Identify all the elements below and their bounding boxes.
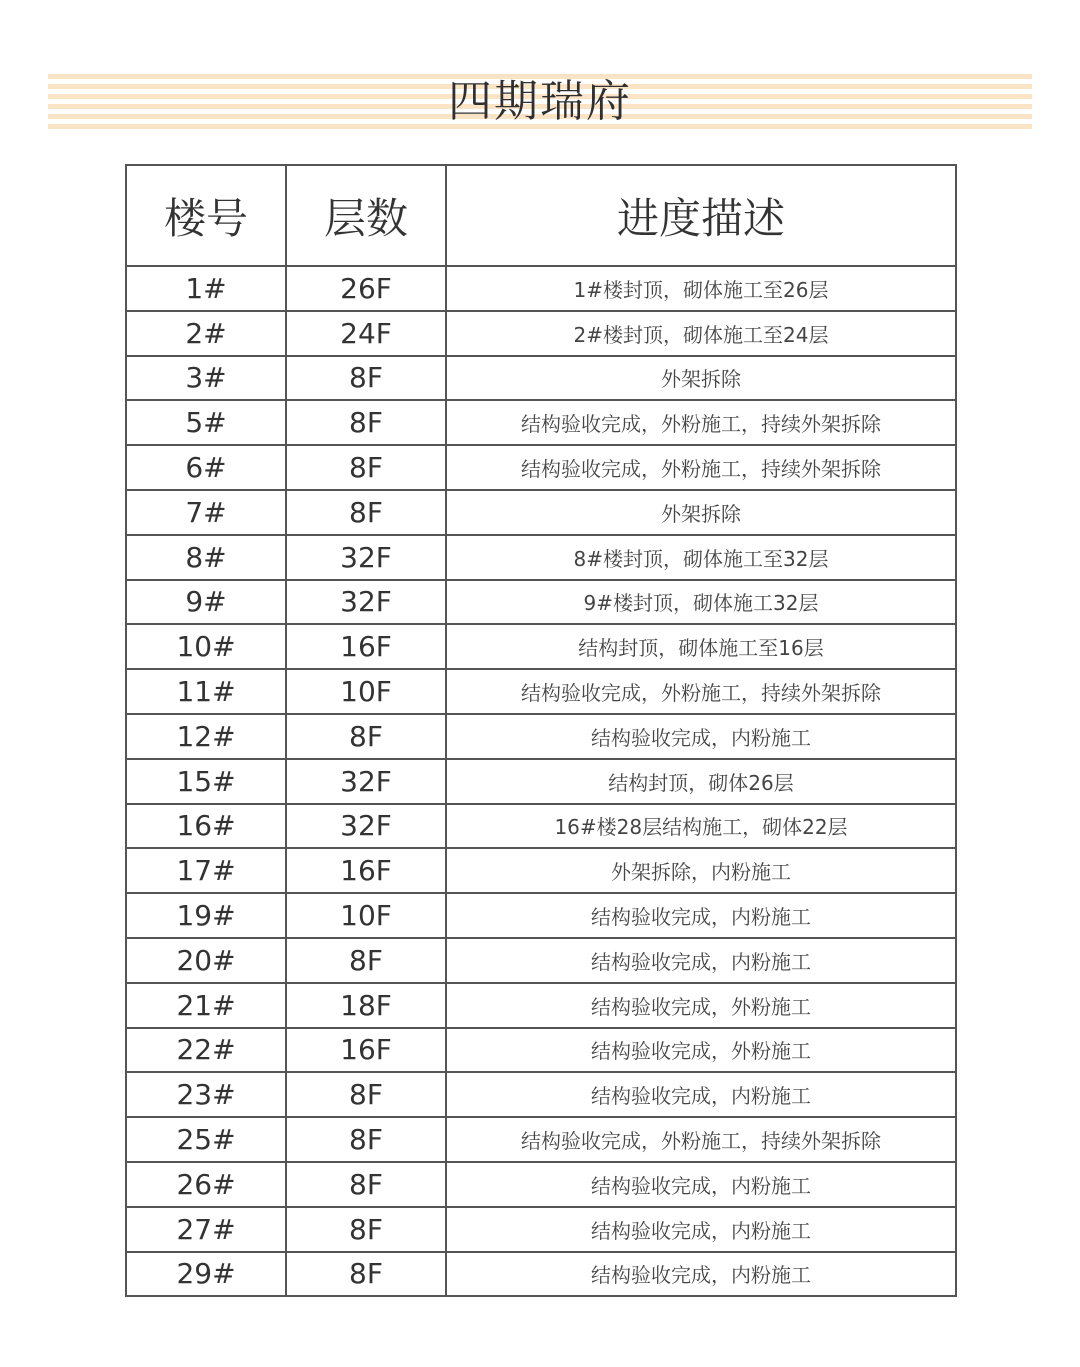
cell-floors: 32F xyxy=(286,804,446,849)
cell-building: 26# xyxy=(126,1162,286,1207)
cell-building: 25# xyxy=(126,1117,286,1162)
table-body xyxy=(126,266,956,1296)
page-title: 四期瑞府 xyxy=(448,76,632,127)
cell-building: 16# xyxy=(126,804,286,849)
cell-building: 6# xyxy=(126,445,286,490)
cell-floors: 32F xyxy=(286,759,446,804)
header-description: 进度描述 xyxy=(446,165,956,266)
cell-description: 结构验收完成，外粉施工 xyxy=(446,1028,956,1073)
cell-floors: 16F xyxy=(286,1028,446,1073)
table-row xyxy=(126,938,956,983)
cell-building: 27# xyxy=(126,1207,286,1252)
cell-building: 22# xyxy=(126,1028,286,1073)
table-row xyxy=(126,1072,956,1117)
progress-table xyxy=(125,164,957,1297)
cell-floors: 8F xyxy=(286,1072,446,1117)
cell-floors: 8F xyxy=(286,938,446,983)
cell-floors: 8F xyxy=(286,356,446,401)
cell-floors: 32F xyxy=(286,580,446,625)
cell-floors: 16F xyxy=(286,624,446,669)
cell-description: 结构验收完成，内粉施工 xyxy=(446,938,956,983)
cell-building: 9# xyxy=(126,580,286,625)
cell-building: 1# xyxy=(126,266,286,311)
cell-floors: 8F xyxy=(286,1117,446,1162)
cell-floors: 8F xyxy=(286,490,446,535)
table-row xyxy=(126,580,956,625)
cell-building: 17# xyxy=(126,848,286,893)
cell-floors: 8F xyxy=(286,445,446,490)
cell-floors: 10F xyxy=(286,669,446,714)
cell-description: 结构封顶，砌体施工至16层 xyxy=(446,624,956,669)
cell-building: 11# xyxy=(126,669,286,714)
cell-floors: 8F xyxy=(286,1252,446,1297)
cell-description: 9#楼封顶，砌体施工32层 xyxy=(446,580,956,625)
cell-building: 29# xyxy=(126,1252,286,1297)
cell-description: 外架拆除，内粉施工 xyxy=(446,848,956,893)
cell-building: 15# xyxy=(126,759,286,804)
cell-floors: 26F xyxy=(286,266,446,311)
table-row xyxy=(126,804,956,849)
table-row xyxy=(126,535,956,580)
table-row xyxy=(126,669,956,714)
cell-building: 21# xyxy=(126,983,286,1028)
table-row xyxy=(126,1252,956,1297)
table-row xyxy=(126,983,956,1028)
cell-building: 12# xyxy=(126,714,286,759)
cell-description: 外架拆除 xyxy=(446,356,956,401)
cell-description: 结构验收完成，内粉施工 xyxy=(446,1252,956,1297)
cell-description: 结构验收完成，内粉施工 xyxy=(446,1207,956,1252)
table-row xyxy=(126,1117,956,1162)
page-title-container xyxy=(0,74,1080,130)
cell-floors: 16F xyxy=(286,848,446,893)
cell-floors: 32F xyxy=(286,535,446,580)
table-row xyxy=(126,893,956,938)
table-row xyxy=(126,1028,956,1073)
table-row xyxy=(126,266,956,311)
header-building: 楼号 xyxy=(126,165,286,266)
cell-description: 结构验收完成，外粉施工，持续外架拆除 xyxy=(446,445,956,490)
cell-floors: 18F xyxy=(286,983,446,1028)
header-floors: 层数 xyxy=(286,165,446,266)
table-header-row xyxy=(126,165,956,266)
cell-description: 结构验收完成，外粉施工，持续外架拆除 xyxy=(446,669,956,714)
cell-building: 19# xyxy=(126,893,286,938)
cell-description: 1#楼封顶，砌体施工至26层 xyxy=(446,266,956,311)
cell-floors: 8F xyxy=(286,1207,446,1252)
cell-description: 外架拆除 xyxy=(446,490,956,535)
table-row xyxy=(126,848,956,893)
cell-description: 2#楼封顶，砌体施工至24层 xyxy=(446,311,956,356)
table-row xyxy=(126,1207,956,1252)
cell-description: 8#楼封顶，砌体施工至32层 xyxy=(446,535,956,580)
cell-description: 结构验收完成，内粉施工 xyxy=(446,1162,956,1207)
cell-building: 8# xyxy=(126,535,286,580)
table-row xyxy=(126,445,956,490)
cell-floors: 8F xyxy=(286,714,446,759)
cell-description: 结构验收完成，外粉施工 xyxy=(446,983,956,1028)
cell-description: 结构验收完成，外粉施工，持续外架拆除 xyxy=(446,1117,956,1162)
table-row xyxy=(126,759,956,804)
cell-building: 23# xyxy=(126,1072,286,1117)
table-row xyxy=(126,400,956,445)
table-row xyxy=(126,311,956,356)
cell-floors: 8F xyxy=(286,400,446,445)
cell-floors: 24F xyxy=(286,311,446,356)
cell-description: 结构验收完成，外粉施工，持续外架拆除 xyxy=(446,400,956,445)
cell-description: 结构封顶，砌体26层 xyxy=(446,759,956,804)
cell-description: 16#楼28层结构施工，砌体22层 xyxy=(446,804,956,849)
cell-building: 20# xyxy=(126,938,286,983)
table-row xyxy=(126,490,956,535)
cell-floors: 10F xyxy=(286,893,446,938)
cell-description: 结构验收完成，内粉施工 xyxy=(446,893,956,938)
cell-description: 结构验收完成，内粉施工 xyxy=(446,714,956,759)
cell-building: 7# xyxy=(126,490,286,535)
table-row xyxy=(126,714,956,759)
cell-building: 5# xyxy=(126,400,286,445)
cell-floors: 8F xyxy=(286,1162,446,1207)
table-row xyxy=(126,1162,956,1207)
cell-description: 结构验收完成，内粉施工 xyxy=(446,1072,956,1117)
cell-building: 2# xyxy=(126,311,286,356)
table-row xyxy=(126,356,956,401)
cell-building: 3# xyxy=(126,356,286,401)
cell-building: 10# xyxy=(126,624,286,669)
table-row xyxy=(126,624,956,669)
